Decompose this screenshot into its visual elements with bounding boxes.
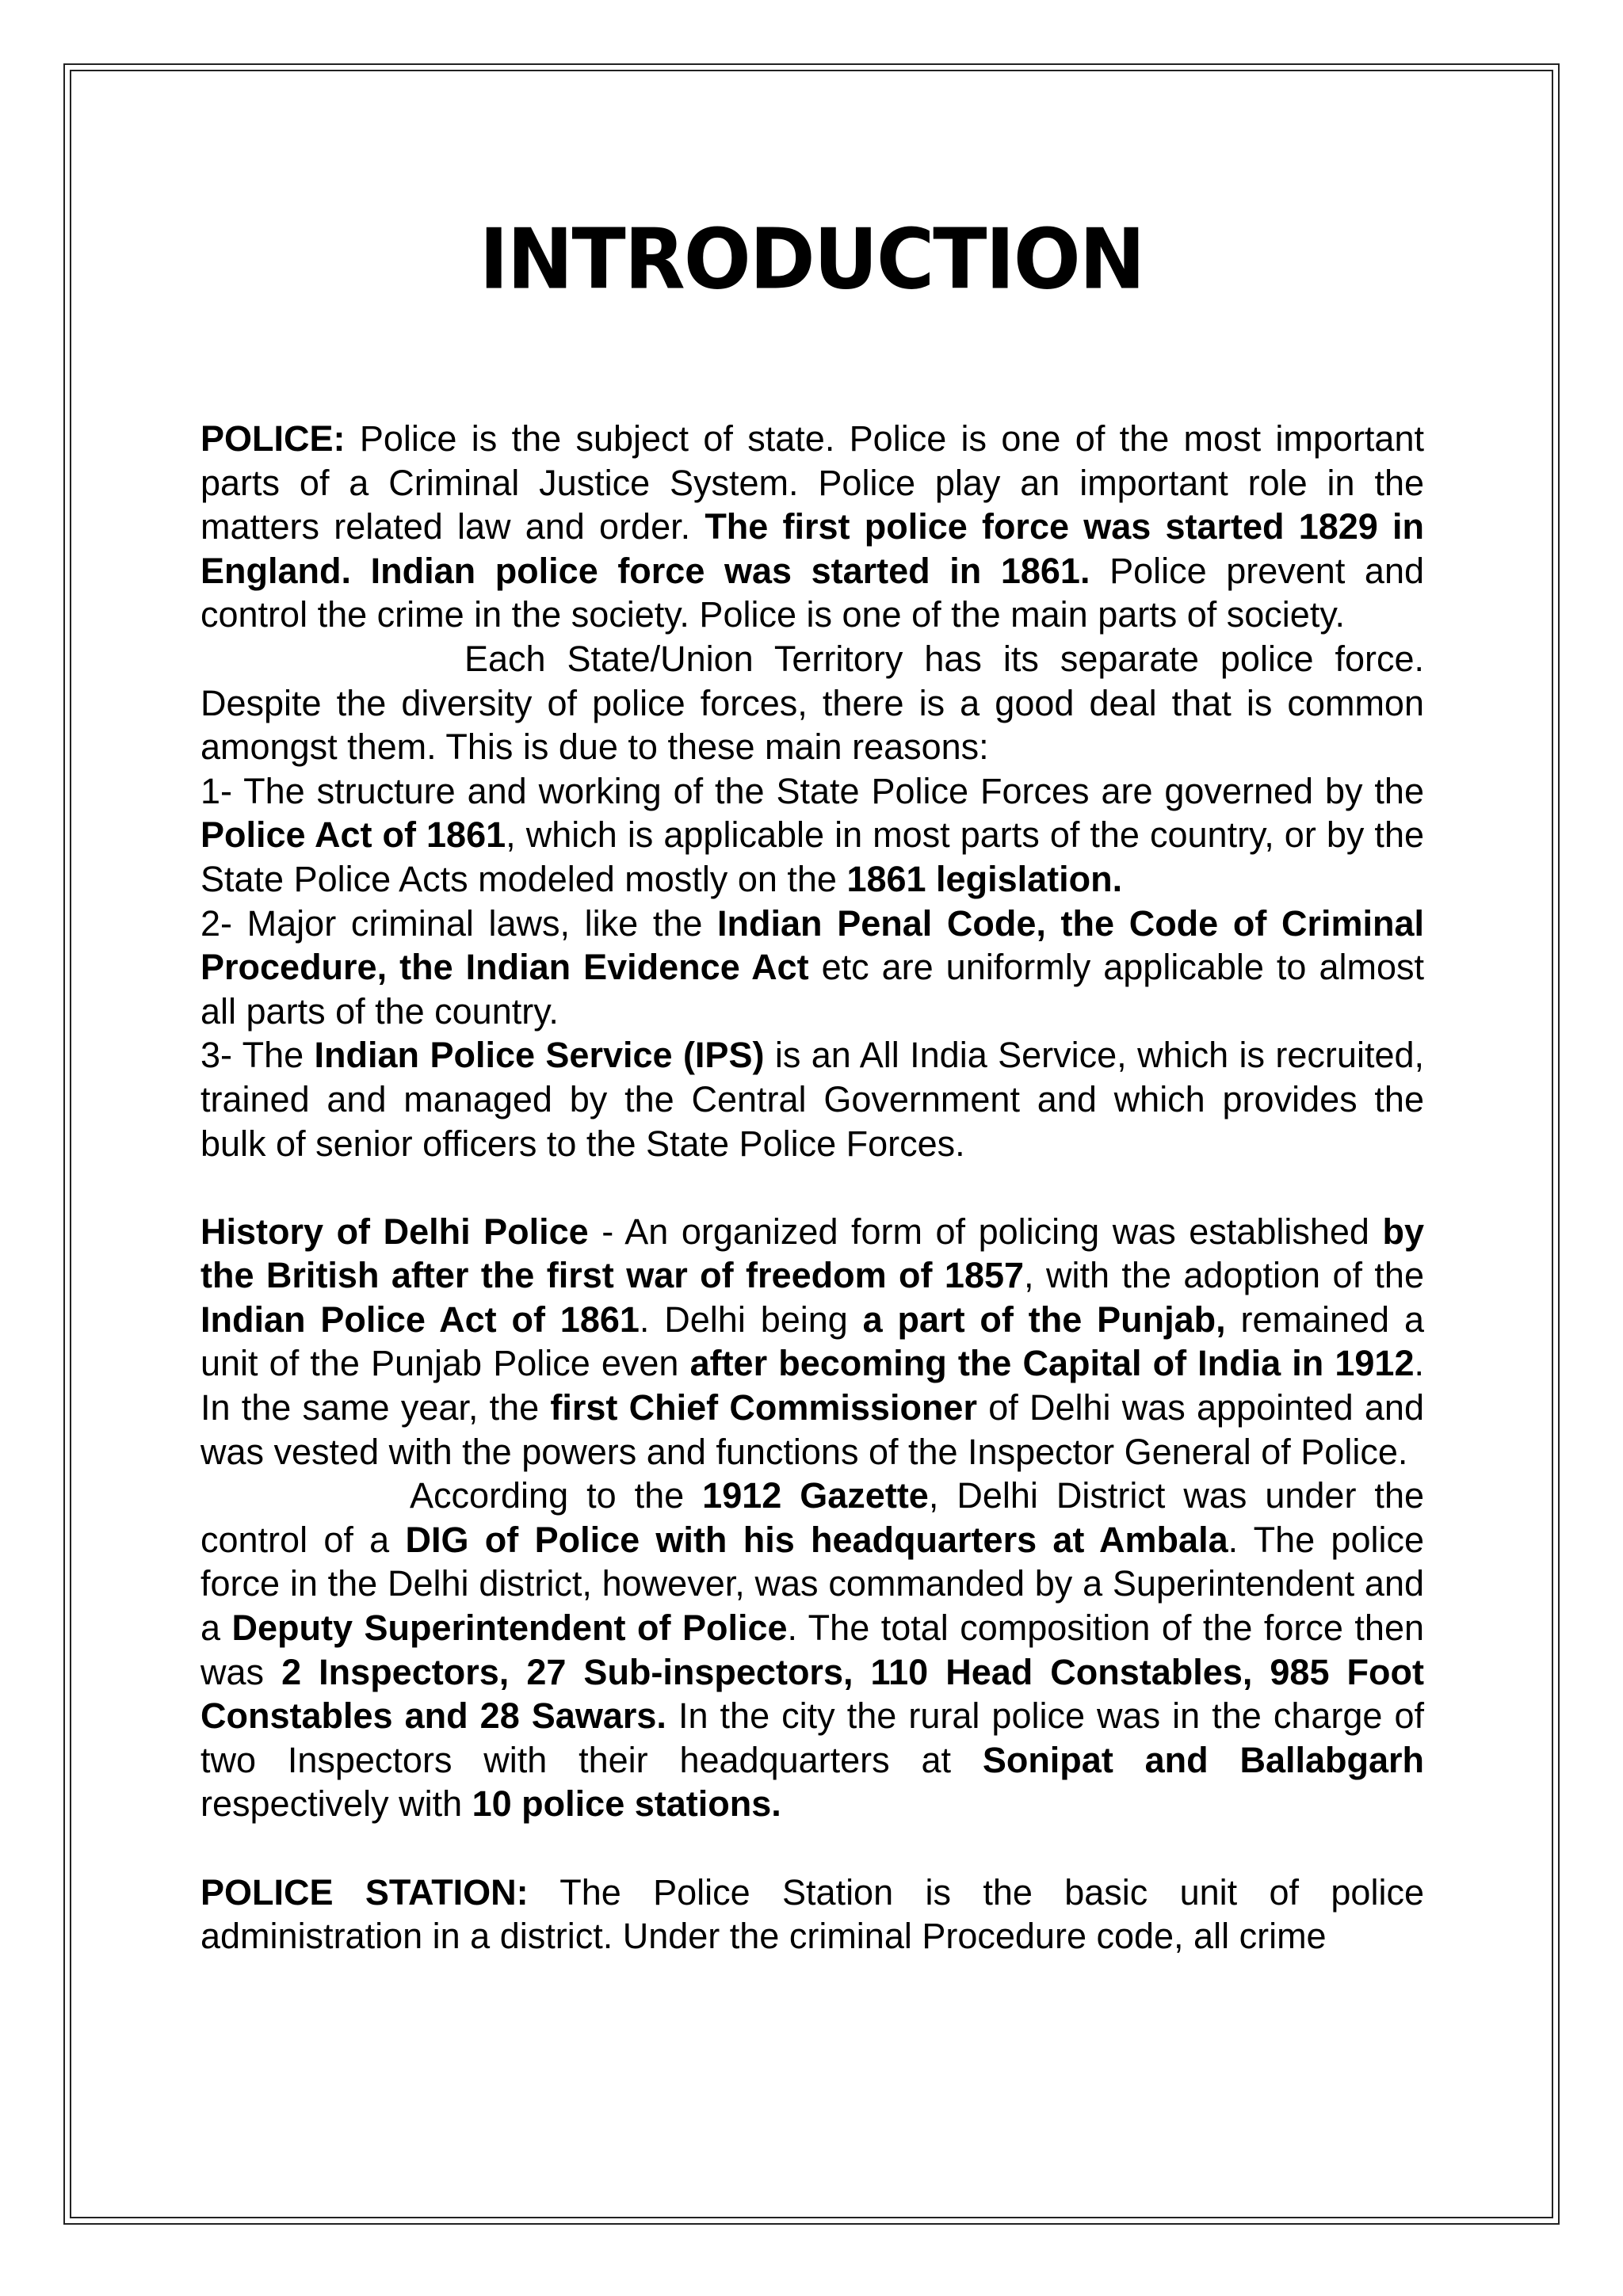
document-body (200, 417, 1424, 1958)
history-text-1: - An organized form of policing was established (588, 1211, 1383, 1252)
police-bold-1: The first police force was started 1829 in England. Indian police force was started in 1861. (200, 506, 1425, 591)
gazette-bold-3: Deputy Superintendent of Police (231, 1608, 788, 1649)
history-text-3: . Delhi being (639, 1299, 863, 1340)
gazette-text-5: In the city the rural police was in the charge of two Inspectors with their headquarters at (200, 1695, 1425, 1780)
reason-1-paragraph (200, 769, 1424, 902)
history-text-6: of Delhi was appointed and was vested with the powers and functions of the Inspector General of Police. (200, 1387, 1424, 1472)
history-bold-3: Indian Police Act of 1861 (200, 1299, 640, 1340)
gazette-bold-4: 2 Inspectors, 27 Sub-inspectors, 110 Head Constables, 985 Foot Constables and 28 Sawars. (200, 1651, 1424, 1737)
history-text-2: , with the adoption of the (1024, 1255, 1424, 1296)
history-text-4: remained a unit of the Punjab Police even (200, 1299, 1424, 1384)
reason-1-text-2: , which is applicable in most parts of the country, or by the State Police Acts modeled mostly on the (200, 814, 1424, 899)
reason-2-text-2: etc are uniformly applicable to almost all parts of the country. (200, 947, 1424, 1032)
police-station-text: The Police Station is the basic unit of police administration in a district. Under the criminal Procedure code, all crime (200, 1871, 1424, 1957)
reason-2-paragraph (200, 902, 1424, 1034)
gazette-bold-5: Sonipat and Ballabgarh (982, 1739, 1424, 1780)
gazette-text-6: respectively with (200, 1783, 472, 1825)
history-text-5: . In the same year, the (200, 1343, 1424, 1428)
gazette-text-2: , Delhi District was under the control of a (200, 1475, 1424, 1560)
state-text: Each State/Union Territory has its separate police force. Despite the diversity of police forces, there is a good deal that is common amongst them. This is due to these main reasons: (200, 638, 1424, 768)
reason-3-text-2: is an All India Service, which is recruited, trained and managed by the Central Government and which provides the bulk of senior officers to the State Police Forces. (200, 1035, 1425, 1164)
history-bold-5: after becoming the Capital of India in 1912 (689, 1343, 1415, 1384)
reason-3-bold-1: Indian Police Service (IPS) (314, 1035, 765, 1076)
reason-3-paragraph (200, 1033, 1424, 1165)
gazette-text-3: . The police force in the Delhi district, however, was commanded by a Superintendent and a (200, 1519, 1425, 1649)
paragraph-gap (200, 1826, 1424, 1871)
police-paragraph (200, 417, 1424, 637)
history-bold-6: first Chief Commissioner (550, 1387, 977, 1428)
reason-1-bold-1: Police Act of 1861 (200, 814, 506, 856)
reason-3-text-1: 3- The (200, 1035, 315, 1076)
police-label: POLICE: (200, 418, 346, 459)
gazette-bold-1: 1912 Gazette (702, 1475, 929, 1516)
paragraph-gap (200, 1165, 1424, 1210)
state-paragraph (200, 637, 1424, 769)
reason-2-text-1: 2- Major criminal laws, like the (200, 902, 718, 944)
history-heading: History of Delhi Police (200, 1211, 589, 1252)
police-station-paragraph (200, 1871, 1424, 1958)
history-bold-4: a part of the Punjab, (862, 1299, 1226, 1340)
history-paragraph (200, 1210, 1424, 1474)
gazette-paragraph (200, 1474, 1424, 1826)
reason-1-bold-2: 1861 legislation. (846, 858, 1123, 899)
history-bold-2: by the British after the first war of freedom of 1857 (200, 1211, 1424, 1296)
gazette-bold-2: DIG of Police with his headquarters at Ambala (405, 1519, 1228, 1560)
gazette-text-4: . The total composition of the force then was (200, 1608, 1424, 1692)
reason-2-bold-1: Indian Penal Code, the Code of Criminal Procedure, the Indian Evidence Act (200, 902, 1425, 988)
police-text-2: Police prevent and control the crime in the society. Police is one of the main parts of society. (200, 550, 1425, 635)
gazette-bold-6: 10 police stations. (472, 1783, 781, 1825)
gazette-text-1: According to the (410, 1475, 703, 1516)
page-title: INTRODUCTION (479, 211, 1144, 308)
police-text-1: Police is the subject of state. Police is one of the most important parts of a Criminal Justice System. Police play an important role in the matters related law and order. (200, 418, 1424, 547)
reason-1-text-1: 1- The structure and working of the State Police Forces are governed by the (200, 770, 1424, 811)
police-station-label: POLICE STATION: (200, 1871, 529, 1913)
